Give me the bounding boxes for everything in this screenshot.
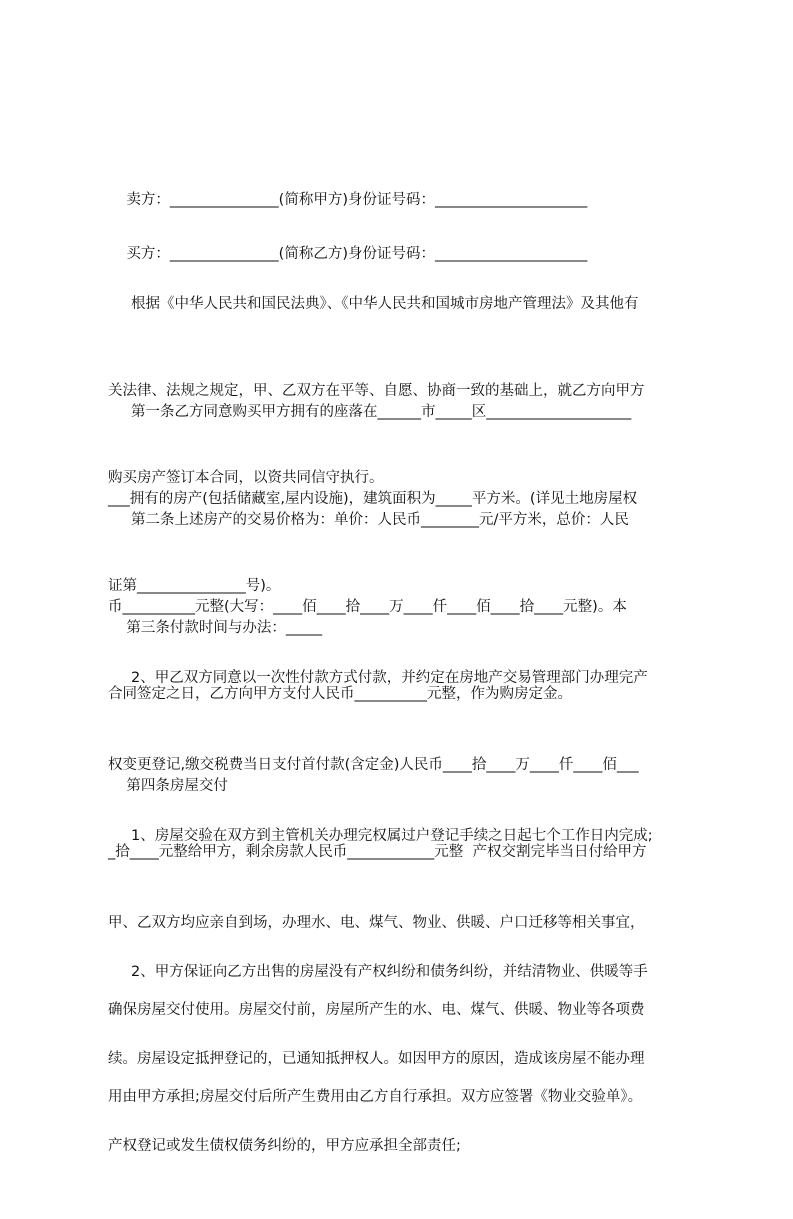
text-line: 证第_______________号)。: [108, 578, 281, 594]
text-line: 产权登记或发生债权债务纠纷的，甲方应承担全部责任;: [108, 1138, 461, 1154]
text-line: 2、甲乙双方同意以一次性付款方式付款，并约定在房地产交易管理部门办理完产: [108, 670, 648, 686]
text-line: 用由甲方承担;房屋交付后所产生费用由乙方自行承担。双方应签署《物业交验单》。: [108, 1089, 643, 1105]
text-line: ___拥有的房产(包括储藏室,屋内设施)，建筑面积为_____平方米。(详见土地房屋权: [108, 491, 638, 507]
text-line: 卖方：_______________(简称甲方)身份证号码：_____________________: [108, 192, 588, 208]
text-line: 第一条乙方同意购买甲方拥有的座落在______市_____区____________________: [108, 404, 632, 420]
text-line: 第三条付款时间与办法：_____: [108, 620, 323, 636]
article-4-item-2: [108, 900, 708, 1219]
text-line: 买方：_______________(简称乙方)身份证号码：_____________________: [108, 246, 588, 262]
text-line: 币__________元整(大写：____佰____拾____万____仟____佰____拾____元整)。本: [108, 599, 627, 615]
text-line: 第二条上述房产的交易价格为：单价：人民币________元/平方米，总价：人民: [108, 512, 629, 528]
text-line: 续。房屋设定抵押登记的，已通知抵押权人。如因甲方的原因，造成该房屋不能办理: [108, 1051, 645, 1067]
text-line: 第四条房屋交付: [108, 778, 228, 794]
text-line: 确保房屋交付使用。房屋交付前，房屋所产生的水、电、煤气、供暖、物业等各项费: [108, 1002, 645, 1018]
text-line: 1、房屋交验在双方到主管机关办理完权属过户登记手续之日起七个工作日内完成;: [108, 828, 653, 844]
text-line: 2、甲方保证向乙方出售的房屋没有产权纠纷和债务纠纷，并结清物业、供暖等手: [108, 964, 648, 980]
text-line: 权变更登记,缴交税费当日支付首付款(含定金)人民币____拾____万____仟____佰___: [108, 757, 639, 773]
text-line: 根据《中华人民共和国民法典》、《中华人民共和国城市房地产管理法》及其他有: [108, 296, 639, 312]
text-line: _拾____元整给甲方，剩余房款人民币____________元整 产权交割完毕当日付给甲方: [108, 844, 647, 860]
text-line: 购买房产签订本合同，以资共同信守执行。: [108, 470, 384, 486]
text-line: 关法律、法规之规定，甲、乙双方在平等、自愿、协商一致的基础上，就乙方向甲方: [108, 383, 645, 399]
text-line: 合同签定之日，乙方向甲方支付人民币__________元整，作为购房定金。: [108, 686, 572, 702]
text-line: 甲、乙双方均应亲自到场，办理水、电、煤气、物业、供暖、户口迁移等相关事宜，: [108, 915, 645, 931]
